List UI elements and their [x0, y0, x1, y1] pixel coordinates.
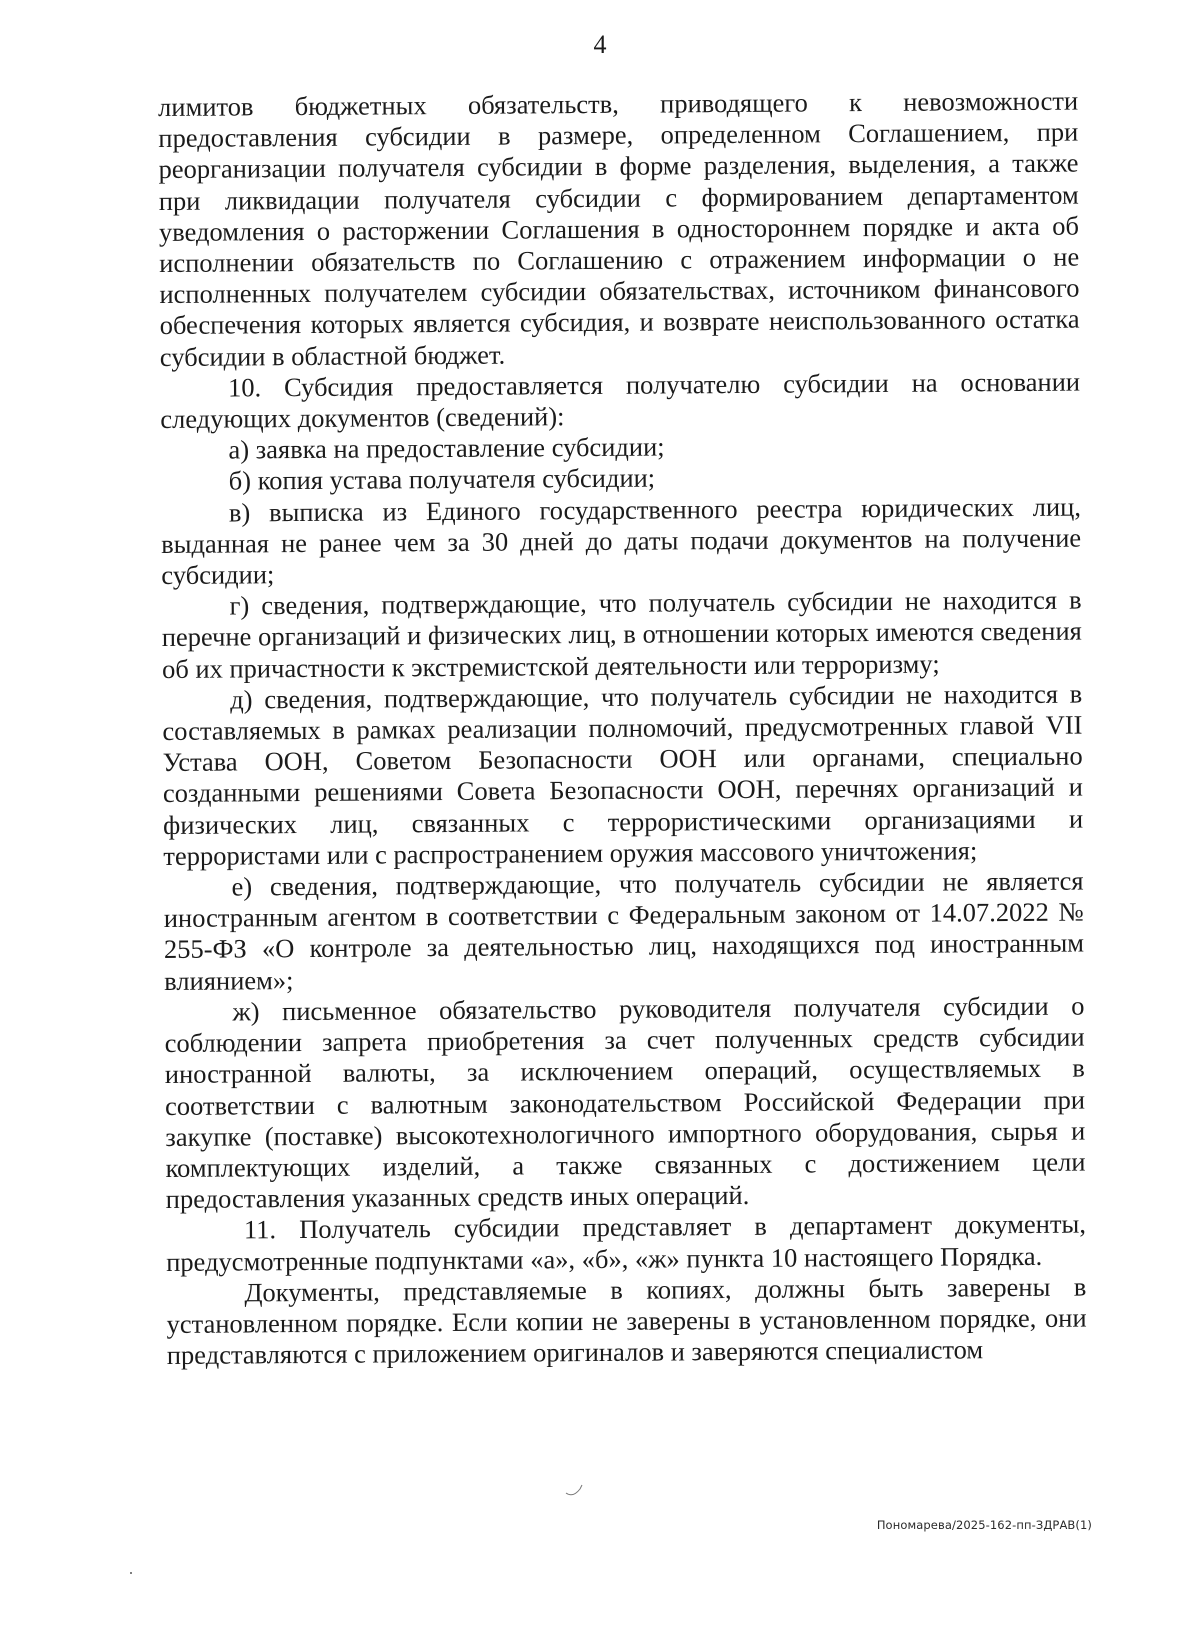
paragraph-continuation: лимитов бюджетных обязательств, приводящего к невозможности предоставления субсидии в размере, определенном Соглашением, при реорганизации получателя субсидии в форме разделения, выделения, а также при ликвидации получателя субсидии с формированием департаментом уведомления о расторжении Соглашения в одностороннем порядке и акта об исполнении обязательств по Соглашению с отражением информации о не исполненных получателем субсидии обязательствах, источником финансового обеспечения которых является субсидия, и возврате неиспользованного остатка субсидии в областной бюджет. [158, 85, 1080, 372]
list-item-a: а) заявка на предоставление субсидии; [228, 431, 665, 465]
document-body [158, 86, 1087, 1372]
paragraph-copies: Документы, представляемые в копиях, должны быть заверены в установленном порядке. Если копии не заверены в установленном порядке, они представляются с приложением оригиналов и заверяются специалистом [166, 1271, 1087, 1371]
list-item-zh: ж) письменное обязательство руководителя получателя субсидии о соблюдении запрета приобретения за счет полученных средств субсидии иностранной валюты, за исключением операций, осуществляемых в соответствии с валютным законодательством Российской Федерации при закупке (поставке) высокотехнологичного импортного оборудования, сырья и комплектующих изделий, а также связанных с достижением цели предоставления указанных средств иных операций. [164, 990, 1086, 1215]
ink-mark-icon [565, 1484, 583, 1498]
document-code: Пономарева/2025-162-пп-ЗДРАВ(1) [876, 1518, 1092, 1532]
scan-speck [130, 1572, 132, 1574]
paragraph-clause-11: 11. Получатель субсидии представляет в департамент документы, предусмотренные подпунктами «а», «б», «ж» пункта 10 настоящего Порядка. [166, 1208, 1087, 1277]
list-item-v: в) выписка из Единого государственного реестра юридических лиц, выданная не ранее чем за 30 дней до даты подачи документов на получение субсидии; [161, 491, 1082, 591]
list-item-e: е) сведения, подтверждающие, что получатель субсидии не является иностранным агентом в соответствии с Федеральным законом от 14.07.2022 № 255-ФЗ «О контроле за деятельностью лиц, находящихся под иностранным влиянием»; [163, 865, 1085, 996]
page-number: 4 [593, 30, 607, 59]
list-item-d: д) сведения, подтверждающие, что получатель субсидии не находится в составляемых в рамках реализации полномочий, предусмотренных главой VII Устава ООН, Советом Безопасности ООН или органами, специально созданными решениями Совета Безопасности ООН, перечнях организаций и физических лиц, связанных с террористическими организациями и террористами или с распространением оружия массового уничтожения; [162, 678, 1084, 871]
list-item-g: г) сведения, подтверждающие, что получатель субсидии не находится в перечне организаций и физических лиц, в отношении которых имеются сведения об их причастности к экстремистской деятельности или терроризму; [161, 584, 1082, 684]
paragraph-clause-10: 10. Субсидия предоставляется получателю субсидии на основании следующих документов (сведений): [160, 366, 1081, 435]
list-item-b: б) копия устава получателя субсидии; [228, 462, 656, 496]
